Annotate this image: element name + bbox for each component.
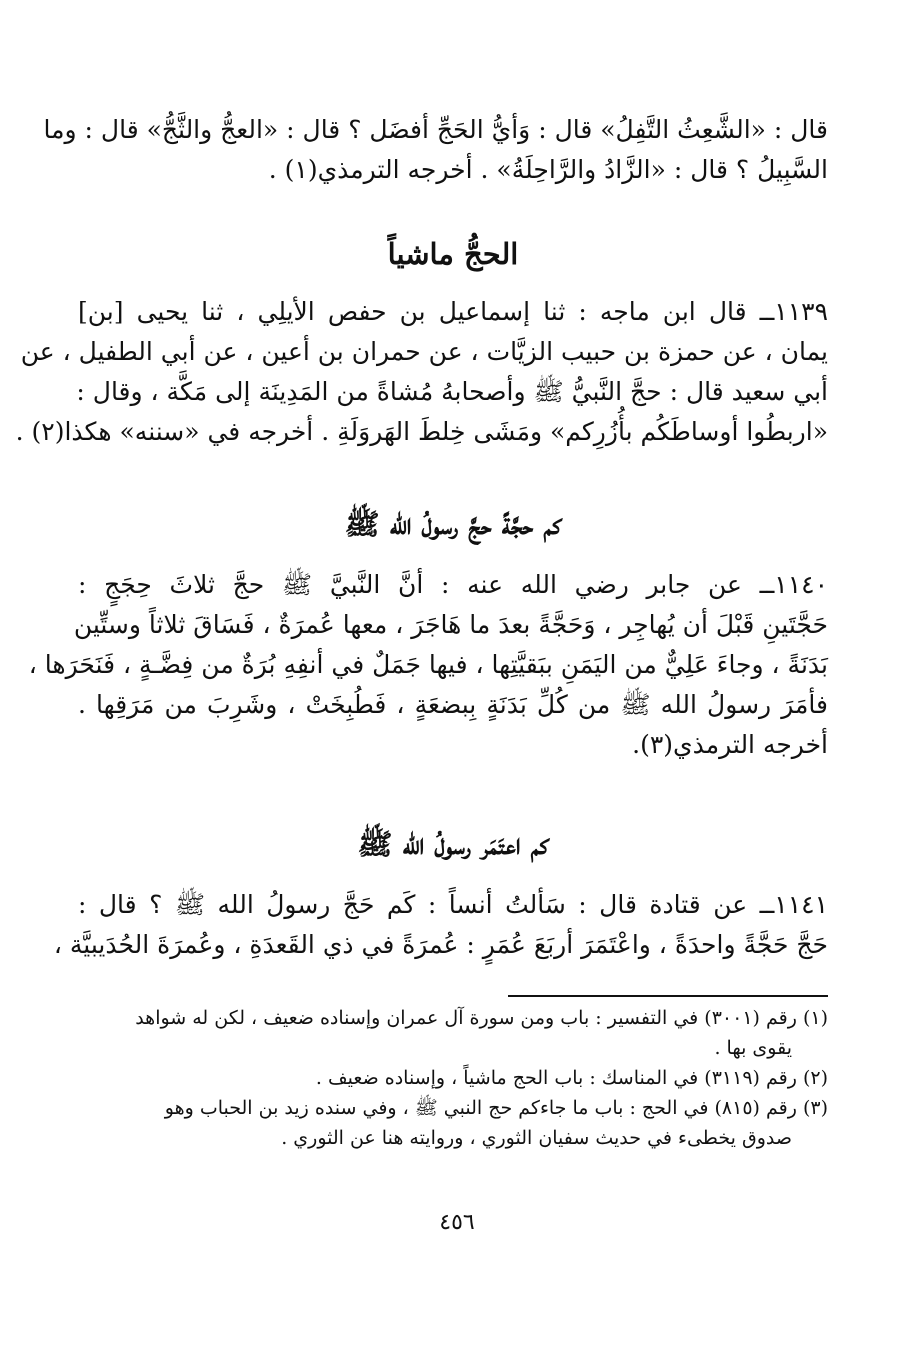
page-number: ٤٥٦: [439, 1210, 475, 1235]
footnote-1: (١) رقم (٣٠٠١) في التفسير : باب ومن سورة آل عمران وإسناده ضعيف ، لكن له شواهد: [135, 1007, 828, 1029]
text-line: فأمَرَ رسولُ الله ﷺ من كُلِّ بَدَنَةٍ بِبضعَةٍ ، فَطُبِخَتْ ، وشَرِبَ من مَرَقِها .: [78, 690, 828, 719]
section-heading-hajj-walking: الحجُّ ماشياً: [387, 237, 519, 271]
text-line: السَّبِيلُ ؟ قال : «الزَّادُ والرَّاحِلَةُ» . أخرجه الترمذي(١) .: [268, 155, 828, 184]
text-line: يمان ، عن حمزة بن حبيب الزيَّات ، عن حمران بن أعين ، عن أبي الطفيل ، عن: [20, 337, 828, 366]
footnote-separator: [508, 995, 828, 997]
footnote-2: (٢) رقم (٣١١٩) في المناسك : باب الحج ماشياً ، وإسناده ضعيف .: [315, 1067, 828, 1089]
hadith-1141: [53, 885, 828, 965]
text-line: أخرجه الترمذي(٣).: [632, 730, 828, 759]
text-line: قال : «الشَّعِثُ التَّفِلُ» قال : وَأيُّ الحَجِّ أفضَل ؟ قال : «العجُّ والثَّجُّ» قال : وما: [43, 115, 828, 144]
text-line: ١١٣٩ــ قال ابن ماجه : ثنا إسماعيل بن حفص الأيلِي ، ثنا يحيى [بن]: [78, 297, 828, 326]
hadith-1139: [15, 292, 828, 452]
text-line: حَجَّتَينِ قَبْلَ أن يُهاجِر ، وَحَجَّةً بعدَ ما هَاجَرَ ، معها عُمرَةٌ ، فَسَاقَ ثلاثاً وستِّين: [73, 610, 828, 639]
paragraph-continuation: [43, 110, 828, 190]
footnote-3-continued: صدوق يخطىء في حديث سفيان الثوري ، وروايته هنا عن الثوري .: [281, 1127, 792, 1149]
hadith-1140: [28, 565, 828, 765]
footnote-1-continued: يقوى بها .: [714, 1037, 792, 1059]
text-line: بَدَنَةً ، وجاءَ عَلِيٌّ من اليَمَنِ ببَقيَّتِها ، فيها جَمَلٌ في أنفِهِ بُرَةٌ من فِضَّـةٍ ، فَنَحَرَها ،: [28, 650, 828, 679]
text-line: ١١٤١ــ عن قتادة قال : سَألتُ أنساً : كَم حَجَّ رسولُ الله ﷺ ؟ قال :: [78, 890, 828, 919]
footnote-3: (٣) رقم (٨١٥) في الحج : باب ما جاءكم حج النبي ﷺ ، وفي سنده زيد بن الحباب وهو: [164, 1097, 828, 1119]
footnotes: [78, 1003, 828, 1153]
section-heading-number-of-umrah: كم اعتَمَر رسولُ الله ﷺ: [357, 827, 549, 861]
text-line: ١١٤٠ــ عن جابر رضي الله عنه : أنَّ النَّبيَّ ﷺ حجَّ ثلاثَ حِجَجٍ :: [78, 570, 828, 599]
text-line: حَجَّ حَجَّةً واحدَةً ، واعْتَمَرَ أربَعَ عُمَرٍ : عُمرَةً في ذي القَعدَةِ ، وعُمرَةَ الحُدَيبيَّة ،: [53, 930, 828, 959]
text-line: «اربطُوا أوساطَكُم بأُزُرِكم» ومَشَى خِلطَ الهَروَلَةِ . أخرجه في «سننه» هكذا(٢) .: [15, 417, 828, 446]
book-page: [15, 110, 828, 1310]
section-heading-number-of-hajj: كم حجَّةً حجَّ رسولُ الله ﷺ: [344, 507, 562, 541]
text-line: أبي سعيد قال : حجَّ النَّبيُّ ﷺ وأصحابهُ مُشاةً من المَدِينَة إلى مَكَّة ، وقال :: [76, 377, 828, 406]
